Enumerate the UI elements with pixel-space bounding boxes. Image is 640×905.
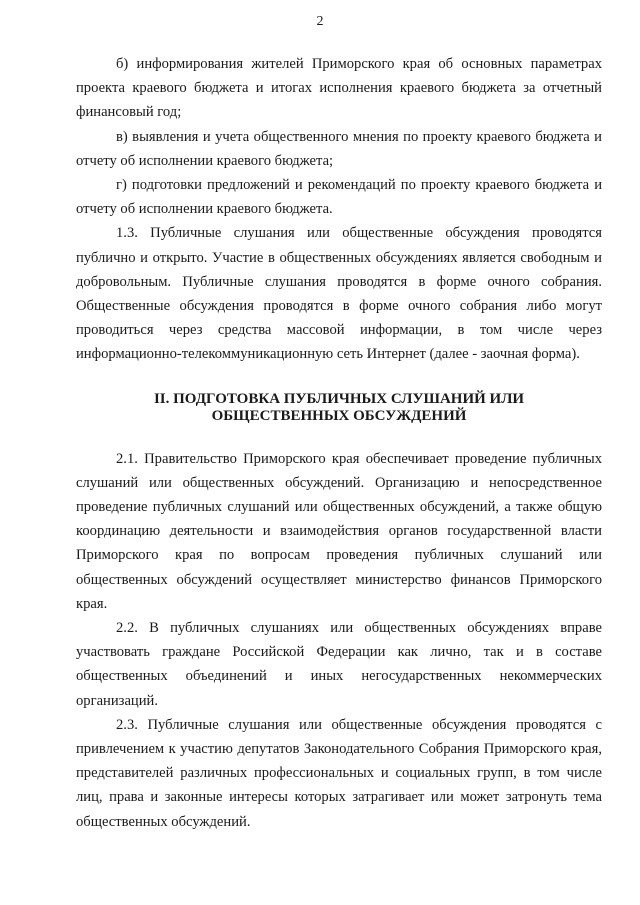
page-number: 2 (316, 14, 324, 29)
section-heading (76, 391, 602, 425)
section-heading-line-2: ОБЩЕСТВЕННЫХ ОБСУЖДЕНИЙ (211, 407, 467, 424)
paragraph-1-3: 1.3. Публичные слушания или общественные обсуждения проводятся публично и открыто. Участие в общественных обсуждениях является свободным и добровольным. Публичные слушания проводятся в форме очного собрания. Общественные обсуждения проводятся в форме очного собрания либо могут проводиться через средства массовой информации, в том числе через информационно-телекоммуникационную сеть Интернет (далее - заочная форма). (76, 225, 602, 363)
paragraph-2-1: 2.1. Правительство Приморского края обеспечивает проведение публичных слушаний или общественных обсуждений. Организацию и непосредственное проведение публичных слушаний или общественных обсуждений, а также общую координацию деятельности и взаимодействия органов государственной власти Приморского края по вопросам проведения публичных слушаний или общественных обсуждений осуществляет министерство финансов Приморского края. (76, 450, 602, 612)
list-item-g: г) подготовки предложений и рекомендаций по проекту краевого бюджета и отчету об исполнении краевого бюджета. (76, 177, 602, 218)
paragraph-2-2: 2.2. В публичных слушаниях или общественных обсуждениях вправе участвовать граждане Российской Федерации как лично, так и в составе общественных объединений и иных негосударственных некоммерческих организаций. (76, 620, 602, 709)
list-item-v: в) выявления и учета общественного мнения по проекту краевого бюджета и отчету об исполнении краевого бюджета; (76, 128, 602, 169)
paragraph-2-3: 2.3. Публичные слушания или общественные обсуждения проводятся с привлечением к участию депутатов Законодательного Собрания Приморского края, представителей различных профессиональных и социальных групп, в том числе лиц, права и законные интересы которых затрагивает или может затронуть тема общественных обсуждений. (76, 716, 602, 830)
section-heading-line-1: II. ПОДГОТОВКА ПУБЛИЧНЫХ СЛУШАНИЙ ИЛИ (153, 390, 525, 407)
list-item-b: б) информирования жителей Приморского края об основных параметрах проекта краевого бюджета и итогах исполнения краевого бюджета за отчетный финансовый год; (76, 56, 602, 121)
document-body (76, 52, 602, 834)
